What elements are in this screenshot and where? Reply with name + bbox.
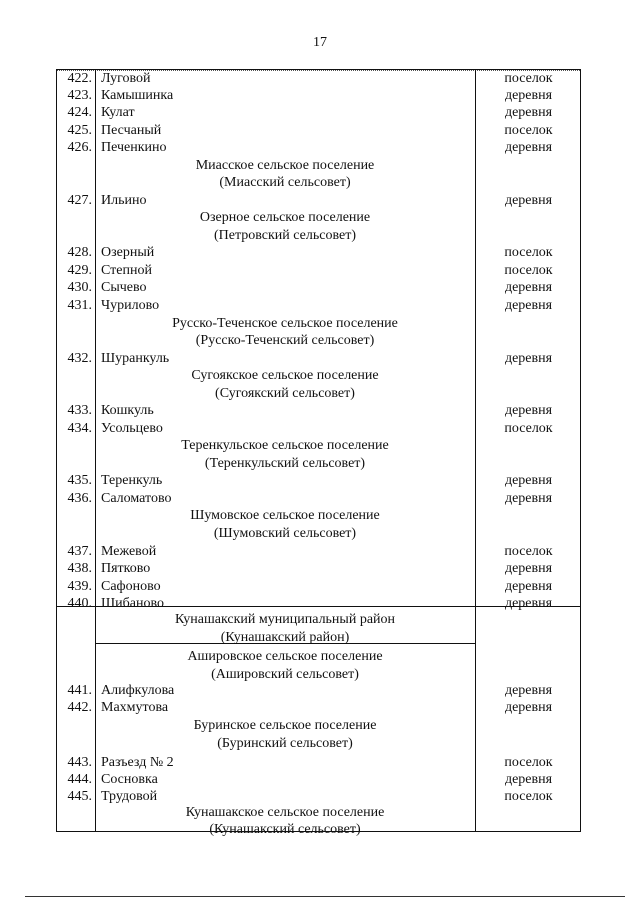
settlement-name: Шуранкуль <box>101 351 170 366</box>
table-row <box>57 104 580 121</box>
section-header-row <box>57 821 580 838</box>
page-number: 17 <box>313 35 327 50</box>
section-header-row <box>57 507 580 524</box>
section-header: (Кунашакский сельсовет) <box>209 822 361 837</box>
row-number: 433. <box>67 403 92 418</box>
settlement-name: Озерный <box>101 245 155 260</box>
section-header-row <box>57 227 580 244</box>
settlement-type: поселок <box>504 544 553 559</box>
section-header: Сугоякское сельское поселение <box>191 368 379 383</box>
row-number: 429. <box>67 263 92 278</box>
settlement-name: Сосновка <box>101 772 158 787</box>
section-header-row <box>57 525 580 542</box>
settlement-name: Алифкулова <box>101 683 175 698</box>
table-row <box>57 350 580 367</box>
settlement-name: Чурилово <box>101 298 160 313</box>
settlement-type: деревня <box>504 596 553 611</box>
row-number: 439. <box>67 579 92 594</box>
settlement-type: деревня <box>504 88 553 103</box>
section-header: (Буринский сельсовет) <box>217 736 353 751</box>
section-header: Озерное сельское поселение <box>199 210 371 225</box>
section-header-row <box>57 174 580 191</box>
table-row <box>57 244 580 261</box>
row-number: 438. <box>67 561 92 576</box>
section-header: Кунашакский муниципальный район <box>174 612 396 627</box>
section-header: Шумовское сельское поселение <box>190 508 380 523</box>
table-row <box>57 70 580 87</box>
settlement-name: Камышинка <box>101 88 174 103</box>
settlement-type: деревня <box>504 700 553 715</box>
table-row <box>57 139 580 156</box>
section-header-row <box>57 629 580 646</box>
row-number: 440. <box>67 596 92 611</box>
settlement-name: Сычево <box>101 280 147 295</box>
section-header: Кунашакское сельское поселение <box>185 805 385 820</box>
section-header-row <box>57 332 580 349</box>
settlement-type: поселок <box>504 123 553 138</box>
section-header-row <box>57 666 580 683</box>
row-number: 424. <box>67 105 92 120</box>
settlement-name: Кошкуль <box>101 403 154 418</box>
settlement-type: деревня <box>504 403 553 418</box>
table-row <box>57 297 580 314</box>
table-row <box>57 595 580 612</box>
settlement-type: поселок <box>504 789 553 804</box>
settlement-type: деревня <box>504 280 553 295</box>
table-row <box>57 472 580 489</box>
settlement-name: Степной <box>101 263 152 278</box>
table-row <box>57 87 580 104</box>
section-header: (Шумовский сельсовет) <box>213 526 357 541</box>
row-number: 428. <box>67 245 92 260</box>
section-header-row <box>57 804 580 821</box>
settlement-type: деревня <box>504 579 553 594</box>
settlement-type: деревня <box>504 298 553 313</box>
page-bottom-rule <box>25 896 625 897</box>
table-row <box>57 788 580 805</box>
settlements-table <box>56 69 581 837</box>
table-row <box>57 262 580 279</box>
settlement-name: Пятково <box>101 561 151 576</box>
row-number: 441. <box>67 683 92 698</box>
table-row <box>57 279 580 296</box>
section-header: (Кунашакский район) <box>220 630 350 645</box>
row-number: 430. <box>67 280 92 295</box>
settlement-type: поселок <box>504 263 553 278</box>
row-number: 432. <box>67 351 92 366</box>
settlement-name: Луговой <box>101 71 151 86</box>
table-row <box>57 543 580 560</box>
settlement-type: деревня <box>504 140 553 155</box>
settlement-name: Кулат <box>101 105 135 120</box>
settlement-name: Махмутова <box>101 700 169 715</box>
settlement-type: деревня <box>504 683 553 698</box>
row-number: 445. <box>67 789 92 804</box>
row-number: 423. <box>67 88 92 103</box>
settlement-name: Межевой <box>101 544 157 559</box>
row-number: 442. <box>67 700 92 715</box>
row-number: 422. <box>67 71 92 86</box>
settlement-type: деревня <box>504 351 553 366</box>
section-header-row <box>57 367 580 384</box>
row-number: 426. <box>67 140 92 155</box>
settlement-type: поселок <box>504 755 553 770</box>
section-header: (Петровский сельсовет) <box>213 228 356 243</box>
table-row <box>57 699 580 716</box>
section-header-row <box>57 385 580 402</box>
row-number: 443. <box>67 755 92 770</box>
table-row <box>57 754 580 771</box>
section-header-row <box>57 717 580 734</box>
settlement-name: Трудовой <box>101 789 158 804</box>
row-number: 427. <box>67 193 92 208</box>
section-header-row <box>57 455 580 472</box>
section-header: Буринское сельское поселение <box>193 718 377 733</box>
section-header-row <box>57 315 580 332</box>
table-row <box>57 420 580 437</box>
settlement-type: деревня <box>504 105 553 120</box>
table-row <box>57 771 580 788</box>
section-header: (Теренкульский сельсовет) <box>204 456 366 471</box>
section-header: (Сугоякский сельсовет) <box>215 386 355 401</box>
section-header: (Ашировский сельсовет) <box>211 667 359 682</box>
settlement-name: Ильино <box>101 193 147 208</box>
settlement-type: поселок <box>504 421 553 436</box>
settlement-type: поселок <box>504 245 553 260</box>
settlement-name: Саломатово <box>101 491 172 506</box>
row-number: 436. <box>67 491 92 506</box>
row-number: 435. <box>67 473 92 488</box>
row-number: 444. <box>67 772 92 787</box>
section-header: Теренкульское сельское поселение <box>181 438 389 453</box>
settlement-type: поселок <box>504 71 553 86</box>
row-number: 431. <box>67 298 92 313</box>
section-header: Миасское сельское поселение <box>195 158 375 173</box>
settlement-type: деревня <box>504 561 553 576</box>
row-number: 434. <box>67 421 92 436</box>
settlement-type: деревня <box>504 491 553 506</box>
table-row <box>57 560 580 577</box>
settlement-name: Печенкино <box>101 140 167 155</box>
table-row <box>57 578 580 595</box>
settlement-name: Сафоново <box>101 579 161 594</box>
table-row <box>57 192 580 209</box>
settlement-type: деревня <box>504 193 553 208</box>
settlement-name: Песчаный <box>101 123 162 138</box>
row-number: 437. <box>67 544 92 559</box>
settlement-name: Разъезд № 2 <box>101 755 174 770</box>
section-header-row <box>57 437 580 454</box>
section-header-row <box>57 611 580 628</box>
table-row <box>57 122 580 139</box>
section-header: Ашировское сельское поселение <box>187 649 383 664</box>
settlement-name: Усольцево <box>101 421 163 436</box>
table-row <box>57 682 580 699</box>
settlement-name: Шибаново <box>101 596 164 611</box>
row-number: 425. <box>67 123 92 138</box>
section-header: (Миасский сельсовет) <box>219 175 351 190</box>
section-header: Русско-Теченское сельское поселение <box>172 316 398 331</box>
settlement-type: деревня <box>504 473 553 488</box>
settlement-type: деревня <box>504 772 553 787</box>
table-row <box>57 490 580 507</box>
section-header: (Русско-Теченский сельсовет) <box>195 333 375 348</box>
section-header-row <box>57 735 580 752</box>
section-header-row <box>57 648 580 665</box>
settlement-name: Теренкуль <box>101 473 163 488</box>
table-row <box>57 402 580 419</box>
section-header-row <box>57 157 580 174</box>
section-header-row <box>57 209 580 226</box>
